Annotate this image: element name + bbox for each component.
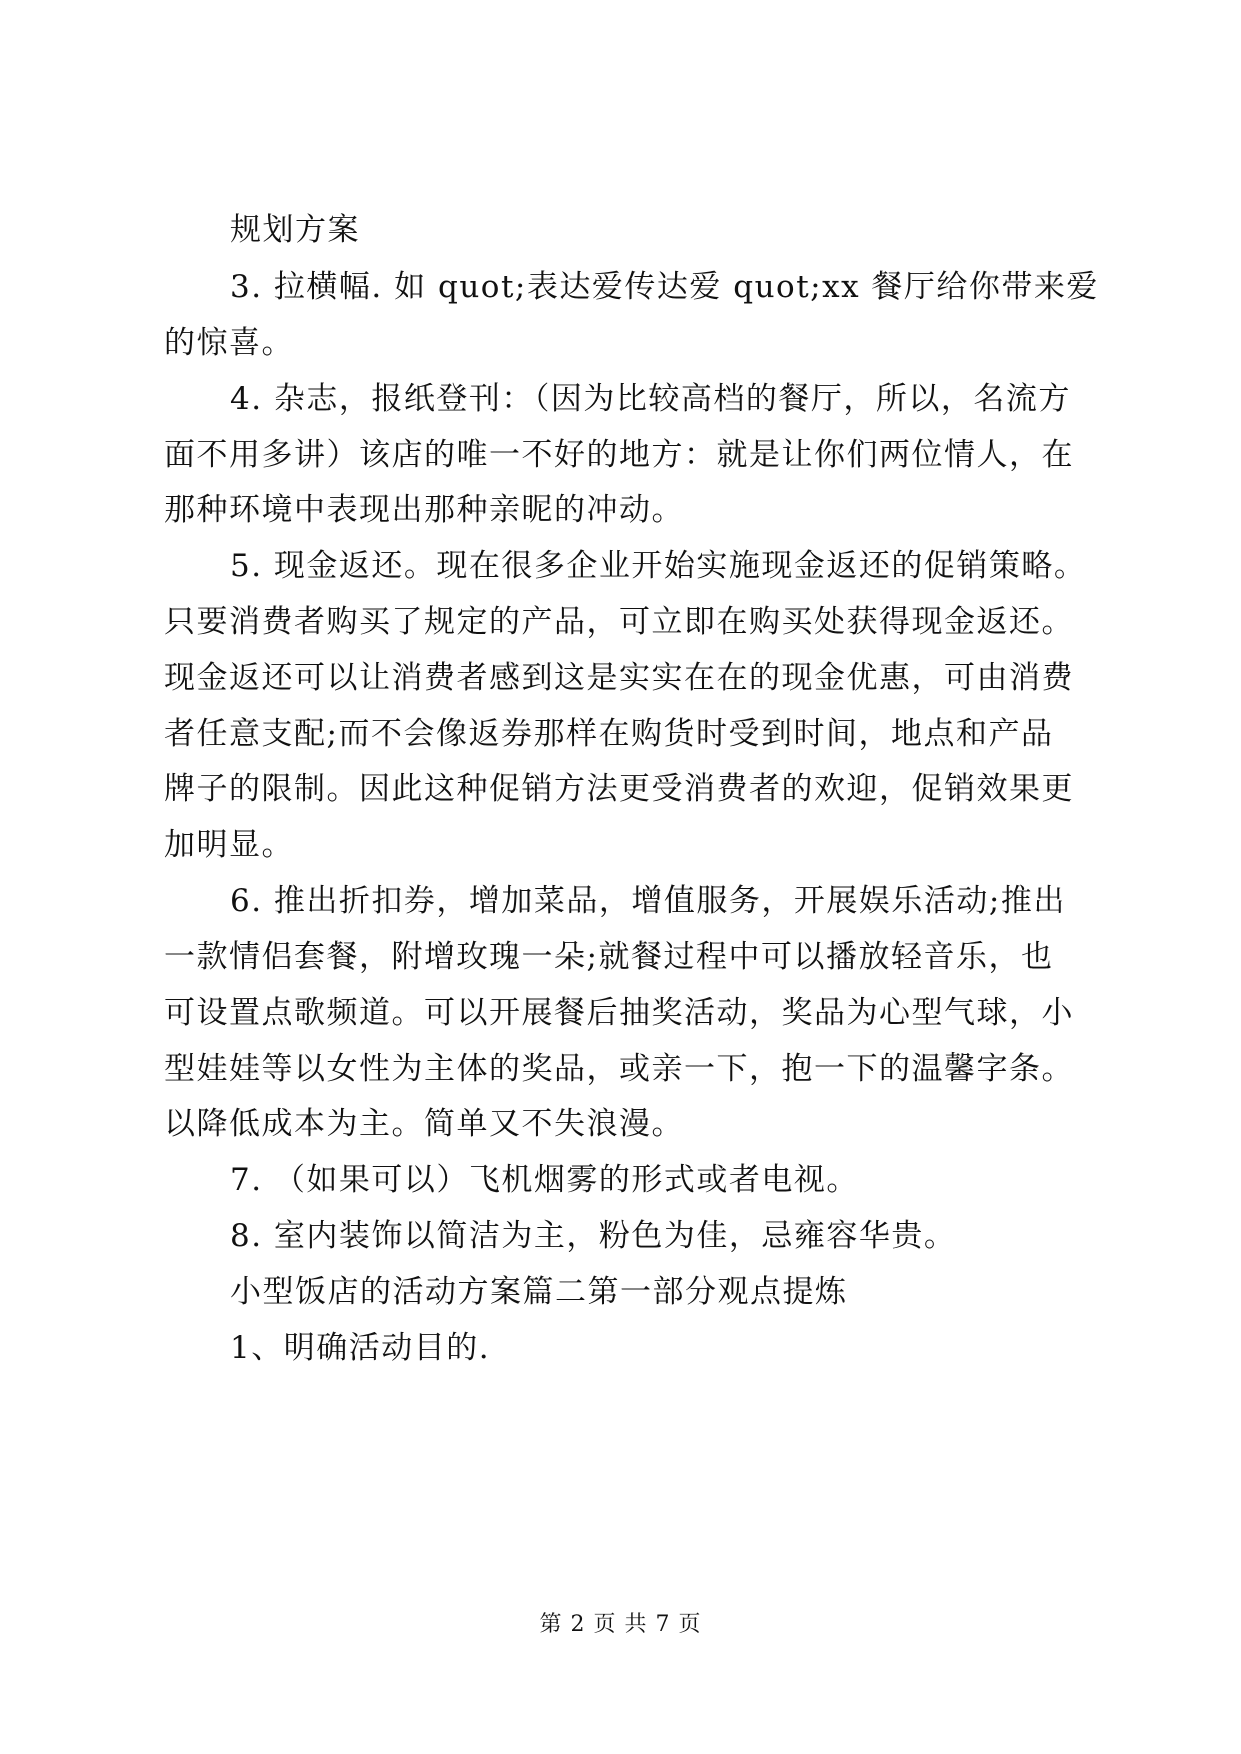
text-line: 一款情侣套餐，附增玫瑰一朵;就餐过程中可以播放轻音乐，也 [164, 939, 1054, 975]
text-line: 4. 杂志，报纸登刊：（因为比较高档的餐厅，所以，名流方 [230, 381, 1071, 417]
text-line: 规划方案 [230, 212, 360, 248]
text-line: 小型饭店的活动方案篇二第一部分观点提炼 [230, 1274, 848, 1310]
text-line: 7. （如果可以）飞机烟雾的形式或者电视。 [230, 1162, 859, 1198]
text-line: 那种环境中表现出那种亲昵的冲动。 [164, 492, 684, 528]
text-line: 面不用多讲）该店的唯一不好的地方：就是让你们两位情人，在 [164, 437, 1074, 473]
text-line: 加明显。 [164, 827, 294, 863]
text-line: 8. 室内装饰以简洁为主，粉色为佳，忌雍容华贵。 [230, 1218, 957, 1254]
text-line: 型娃娃等以女性为主体的奖品，或亲一下，抱一下的温馨字条。 [164, 1051, 1074, 1087]
text-line: 现金返还可以让消费者感到这是实实在在的现金优惠，可由消费 [164, 660, 1074, 696]
text-line: 3. 拉横幅. 如 quot;表达爱传达爱 quot;xx 餐厅给你带来爱 [230, 269, 1099, 305]
text-line: 可设置点歌频道。可以开展餐后抽奖活动，奖品为心型气球，小 [164, 995, 1074, 1031]
text-line: 1、明确活动目的. [230, 1330, 491, 1366]
text-line: 牌子的限制。因此这种促销方法更受消费者的欢迎，促销效果更 [164, 771, 1074, 807]
text-line: 6. 推出折扣券，增加菜品，增值服务，开展娱乐活动;推出 [230, 883, 1066, 919]
text-line: 只要消费者购买了规定的产品，可立即在购买处获得现金返还。 [164, 604, 1074, 640]
text-line: 以降低成本为主。简单又不失浪漫。 [164, 1106, 684, 1142]
text-line: 者任意支配;而不会像返券那样在购货时受到时间，地点和产品 [164, 716, 1054, 752]
text-line: 的惊喜。 [164, 325, 294, 361]
text-line: 5. 现金返还。现在很多企业开始实施现金返还的促销策略。 [230, 548, 1087, 584]
page-footer: 第 2 页 共 7 页 [539, 1612, 702, 1637]
